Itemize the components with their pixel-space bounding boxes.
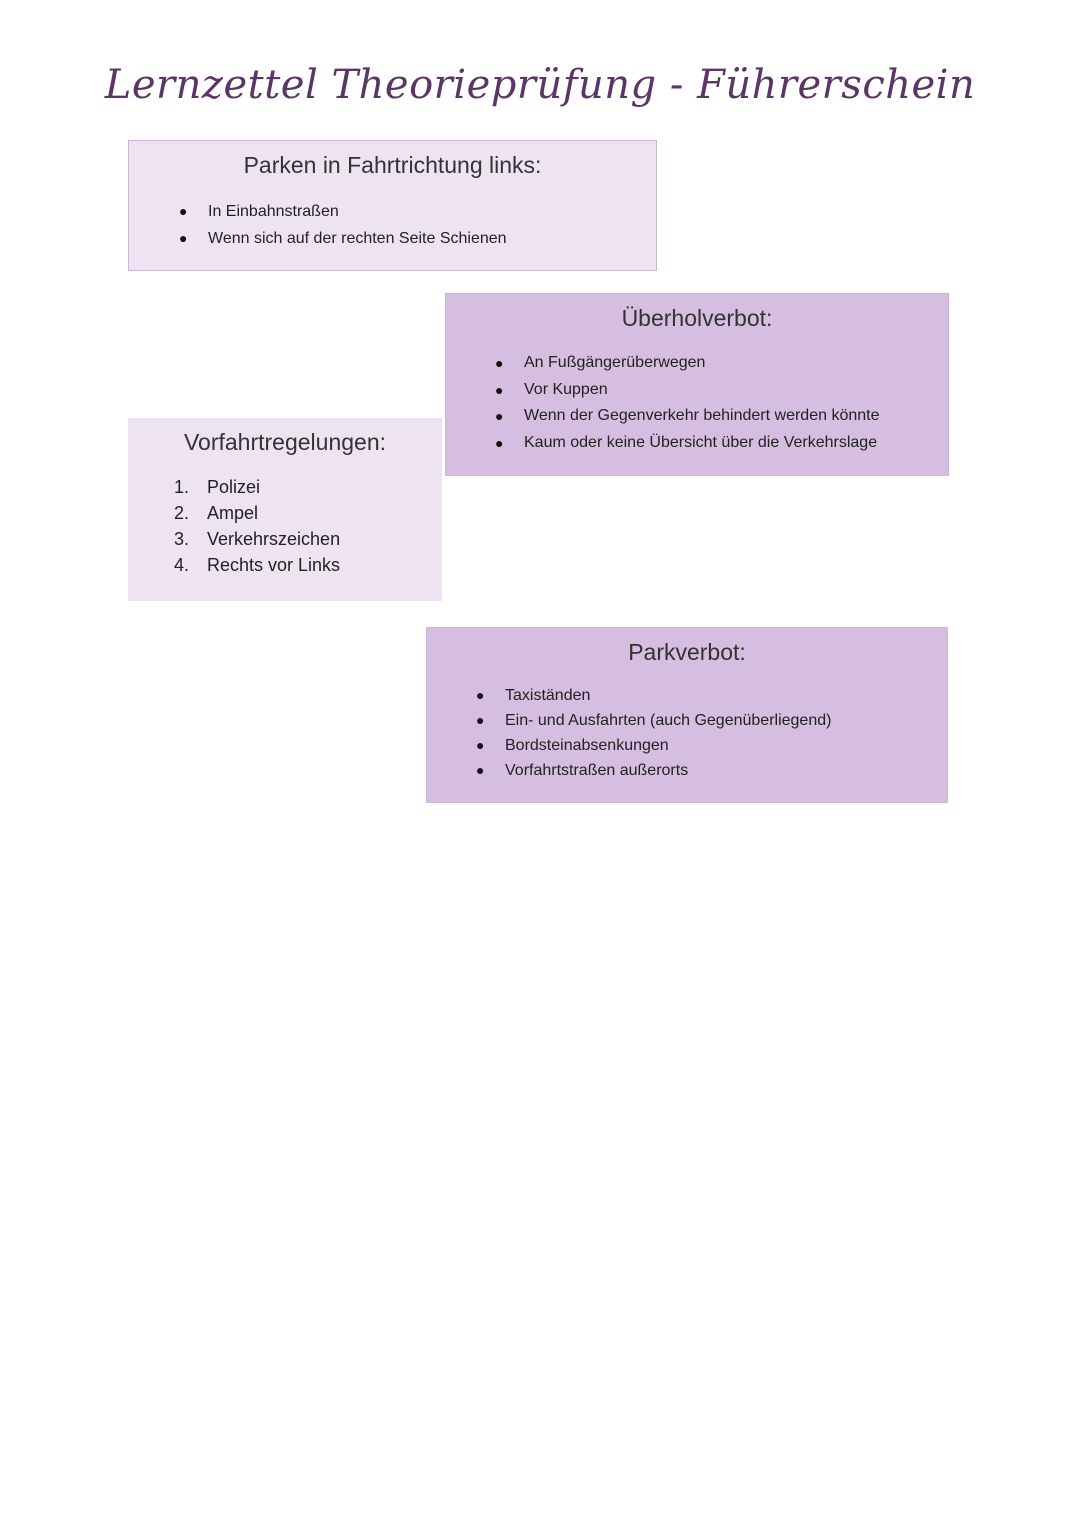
- ueberholverbot-box: [445, 293, 949, 476]
- list-item: ● Ein- und Ausfahrten (auch Gegenüberliegend): [505, 708, 831, 733]
- bullet-icon: ●: [476, 712, 485, 728]
- list-item: ● An Fußgängerüberwegen: [524, 350, 879, 377]
- bullet-icon: ●: [476, 737, 485, 753]
- list-number: 2.: [174, 503, 190, 523]
- parkverbot-box: [426, 627, 948, 803]
- list-number: 3.: [174, 529, 190, 549]
- bullet-icon: ●: [495, 434, 504, 451]
- list-item: ● Vorfahrtstraßen außerorts: [505, 758, 831, 783]
- list-item: ● Kaum oder keine Übersicht über die Verkehrslage: [524, 430, 879, 457]
- list-number: 1.: [174, 477, 190, 497]
- parken-links-box: [128, 140, 657, 271]
- list-item: 1. Polizei: [207, 474, 340, 500]
- page-title: Lernzettel Theorieprüfung - Führerschein: [104, 62, 976, 108]
- list-item: ● Vor Kuppen: [524, 377, 879, 404]
- bullet-icon: ●: [495, 408, 504, 424]
- vorfahrtregelungen-box: [128, 418, 442, 601]
- list-item: 4. Rechts vor Links: [207, 552, 340, 578]
- parken-links-list: [179, 198, 507, 252]
- parkverbot-heading: Parkverbot:: [628, 639, 746, 665]
- ueberholverbot-heading: Überholverbot:: [621, 305, 773, 331]
- list-item: ● In Einbahnstraßen: [208, 198, 507, 225]
- list-item: ● Bordsteinabsenkungen: [505, 733, 831, 758]
- parkverbot-list: [476, 683, 832, 783]
- vorfahrtregelungen-heading: Vorfahrtregelungen:: [183, 429, 387, 455]
- parken-links-heading: Parken in Fahrtrichtung links:: [243, 152, 542, 178]
- bullet-icon: ●: [476, 762, 485, 778]
- list-item: ● Wenn der Gegenverkehr behindert werden könnte: [524, 403, 879, 430]
- list-item: ● Wenn sich auf der rechten Seite Schienen: [208, 225, 507, 252]
- list-item: ● Taxiständen: [505, 683, 831, 708]
- list-item: 3. Verkehrszeichen: [207, 526, 340, 552]
- ueberholverbot-list: [495, 350, 880, 456]
- bullet-icon: ●: [495, 381, 504, 398]
- bullet-icon: ●: [476, 687, 485, 703]
- list-number: 4.: [174, 555, 190, 575]
- vorfahrtregelungen-list: [174, 474, 341, 578]
- list-item: 2. Ampel: [207, 500, 340, 526]
- bullet-icon: ●: [495, 355, 504, 371]
- bullet-icon: ●: [179, 203, 188, 219]
- bullet-icon: ●: [179, 230, 188, 246]
